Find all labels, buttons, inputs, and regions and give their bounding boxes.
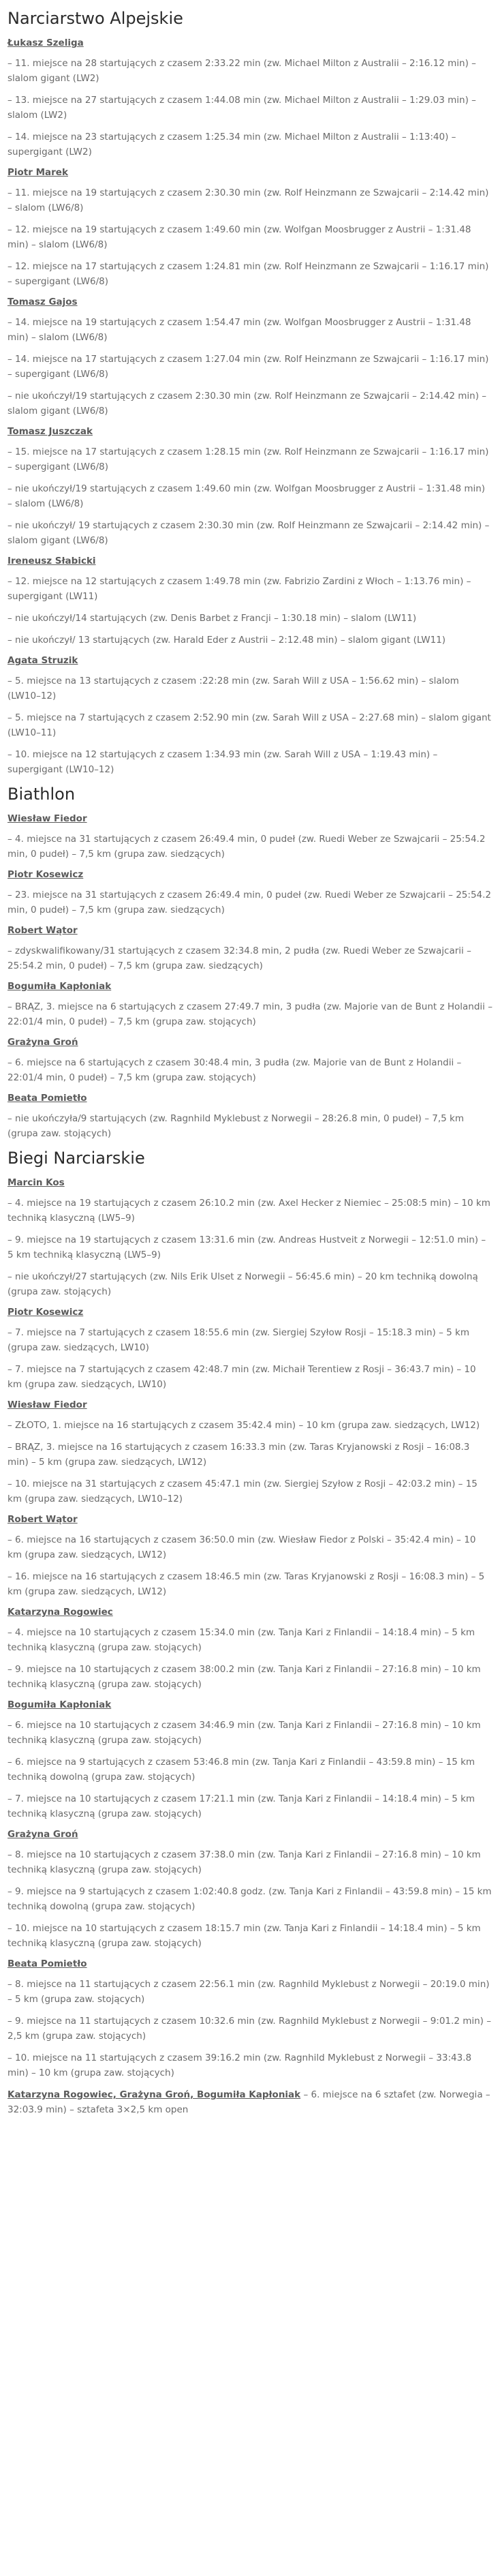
athlete-name: Robert Wątor [7, 925, 78, 936]
result-entry: – 13. miejsce na 27 startujących z czasem 1:44.08 min (zw. Michael Milton z Australii – 1:29.03 min) – slalom (LW2) [7, 95, 476, 121]
section-title: Narciarstwo Alpejskie [7, 9, 183, 28]
result-entry: – 9. miejsce na 9 startujących z czasem 1:02:40.8 godz. (zw. Tanja Kari z Finlandii – 43:59.8 min) – 15 km techniką dowolną (grupa zaw. stojących) [7, 1886, 492, 1912]
result-entry: – 14. miejsce na 19 startujących z czasem 1:54.47 min (zw. Wolfgan Moosbrugger z Austrii – 1:31.48 min) – slalom (LW6/8) [7, 317, 471, 343]
result-entry: – nie ukończył/19 startujących z czasem 1:49.60 min (zw. Wolfgan Moosbrugger z Austrii – 1:31.48 min) – slalom (LW6/8) [7, 483, 486, 509]
result-entry: – 14. miejsce na 23 startujących z czasem 1:25.34 min (zw. Michael Milton z Australii – 1:13:40) – supergigant (LW2) [7, 132, 456, 157]
athlete-name: Piotr Kosewicz [7, 1307, 84, 1318]
result-entry: – 9. miejsce na 10 startujących z czasem 38:00.2 min (zw. Tanja Kari z Finlandii – 27:16.8 min) – 10 km techniką klasyczną (grupa zaw. stojących) [7, 1664, 481, 1690]
result-entry: – 8. miejsce na 11 startujących z czasem 22:56.1 min (zw. Ragnhild Myklebust z Norwegii – 20:19.0 min) – 5 km (grupa zaw. stojących) [7, 1979, 490, 2005]
athlete-name: Piotr Marek [7, 167, 68, 178]
athlete-name: Wiesław Fiedor [7, 1399, 87, 1410]
athlete-name: Grażyna Groń [7, 1829, 78, 1840]
athlete-name: Łukasz Szeliga [7, 37, 84, 48]
result-entry: – BRĄZ, 3. miejsce na 6 startujących z czasem 27:49.7 min, 3 pudła (zw. Majorie van de Bunt z Holandii – 22:01/4 min, 0 pudeł) – 7,5 km (grupa zaw. stojących) [7, 1001, 493, 1027]
result-entry: – 16. miejsce na 16 startujących z czasem 18:46.5 min (zw. Taras Kryjanowski z Rosji – 16:08.3 min) – 5 km (grupa zaw. siedzących, LW12) [7, 1571, 485, 1597]
result-entry: – ZŁOTO, 1. miejsce na 16 startujących z czasem 35:42.4 min) – 10 km (grupa zaw. siedzących, LW12) [7, 1420, 480, 1431]
athlete-name: Piotr Kosewicz [7, 869, 84, 880]
result-entry: – 6. miejsce na 6 startujących z czasem 30:48.4 min, 3 pudła (zw. Majorie van de Bunt z Holandii – 22:01/4 min, 0 pudeł) – 7,5 km (grupa zaw. stojących) [7, 1057, 462, 1083]
result-entry: – 6. miejsce na 16 startujących z czasem 36:50.0 min (zw. Wiesław Fiedor z Polski – 35:42.4 min) – 10 km (grupa zaw. siedzących, LW12) [7, 1534, 476, 1560]
result-entry: – 11. miejsce na 19 startujących z czasem 2:30.30 min (zw. Rolf Heinzmann ze Szwajcarii – 2:14.42 min) – slalom (LW6/8) [7, 187, 489, 213]
result-entry: – 6. miejsce na 10 startujących z czasem 34:46.9 min (zw. Tanja Kari z Finlandii – 27:16.8 min) – 10 km techniką klasyczną (grupa zaw. stojących) [7, 1720, 481, 1746]
result-entry: – 10. miejsce na 10 startujących z czasem 18:15.7 min (zw. Tanja Kari z Finlandii – 14:18.4 min) – 5 km techniką klasyczną (grupa zaw. stojących) [7, 1923, 481, 1949]
result-entry: – 7. miejsce na 10 startujących z czasem 17:21.1 min (zw. Tanja Kari z Finlandii – 14:18.4 min) – 5 km techniką klasyczną (grupa zaw. stojących) [7, 1793, 475, 1819]
result-entry: – 10. miejsce na 31 startujących z czasem 45:47.1 min (zw. Siergiej Szyłow z Rosji – 42:03.2 min) – 15 km (grupa zaw. siedzących, LW10–12) [7, 1479, 478, 1504]
result-entry: – zdyskwalifikowany/31 startujących z czasem 32:34.8 min, 2 pudła (zw. Ruedi Weber ze Szwajcarii – 25:54.2 min, 0 pudeł) – 7,5 km (grupa zaw. siedzących) [7, 945, 471, 971]
athlete-name: Wiesław Fiedor [7, 813, 87, 824]
result-entry: – 9. miejsce na 19 startujących z czasem 13:31.6 min (zw. Andreas Hustveit z Norwegii – 12:51.0 min) – 5 km techniką klasyczną (LW5–9) [7, 1234, 486, 1260]
athlete-name: Beata Pomietło [7, 1093, 87, 1104]
result-entry: – 23. miejsce na 31 startujących z czasem 26:49.4 min, 0 pudeł (zw. Ruedi Weber ze Szwajcarii – 25:54.2 min, 0 pudeł) – 7,5 km (grupa zaw. siedzących) [7, 890, 492, 915]
result-entry: – 6. miejsce na 9 startujących z czasem 53:46.8 min (zw. Tanja Kari z Finlandii – 43:59.8 min) – 15 km techniką dowolną (grupa zaw. stojących) [7, 1757, 475, 1783]
athlete-name: Tomasz Juszczak [7, 426, 93, 437]
result-entry: – nie ukończył/27 startujących (zw. Nils Erik Ulset z Norwegii – 56:45.6 min) – 20 km techniką dowolną (grupa zaw. stojących) [7, 1271, 478, 1297]
result-entry: – 7. miejsce na 7 startujących z czasem 18:55.6 min (zw. Siergiej Szyłow Rosji – 15:18.3 min) – 5 km (grupa zaw. siedzących, LW10) [7, 1327, 469, 1353]
result-entry: – nie ukończył/ 13 startujących (zw. Harald Eder z Austrii – 2:12.48 min) – slalom gigant (LW11) [7, 635, 446, 646]
result-entry: – nie ukończył/19 startujących z czasem 2:30.30 min (zw. Rolf Heinzmann ze Szwajcarii – 2:14.42 min) – slalom gigant (LW6/8) [7, 391, 487, 416]
athlete-name: Tomasz Gajos [7, 297, 78, 307]
result-entry: – 8. miejsce na 10 startujących z czasem 37:38.0 min (zw. Tanja Kari z Finlandii – 27:16.8 min) – 10 km techniką klasyczną (grupa zaw. stojących) [7, 1849, 481, 1875]
athlete-name: Bogumiła Kapłoniak [7, 1699, 112, 1710]
athlete-name: Grażyna Groń [7, 1037, 78, 1048]
result-entry: – 12. miejsce na 19 startujących z czasem 1:49.60 min (zw. Wolfgan Moosbrugger z Austrii – 1:31.48 min) – slalom (LW6/8) [7, 224, 471, 250]
athlete-name: Beata Pomietło [7, 1958, 87, 1969]
result-entry: – 12. miejsce na 12 startujących z czasem 1:49.78 min (zw. Fabrizio Zardini z Włoch – 1:13.76 min) – supergigant (LW11) [7, 576, 471, 602]
result-entry: – 15. miejsce na 17 startujących z czasem 1:28.15 min (zw. Rolf Heinzmann ze Szwajcarii – 1:16.17 min) – supergigant (LW6/8) [7, 446, 489, 472]
result-entry: – 12. miejsce na 17 startujących z czasem 1:24.81 min (zw. Rolf Heinzmann ze Szwajcarii – 1:16.17 min) – supergigant (LW6/8) [7, 261, 489, 287]
result-entry: – 11. miejsce na 28 startujących z czasem 2:33.22 min (zw. Michael Milton z Australii – 2:16.12 min) – slalom gigant (LW2) [7, 58, 476, 84]
athlete-name: Bogumiła Kapłoniak [7, 981, 112, 992]
result-entry: – 5. miejsce na 7 startujących z czasem 2:52.90 min (zw. Sarah Will z USA – 2:27.68 min) – slalom gigant (LW10–11) [7, 712, 491, 738]
relay-team-names: Katarzyna Rogowiec, Grażyna Groń, Bogumiła Kapłoniak [7, 2089, 301, 2100]
result-entry: – nie ukończył/ 19 startujących z czasem 2:30.30 min (zw. Rolf Heinzmann ze Szwajcarii – 2:14.42 min) – slalom gigant (LW6/8) [7, 520, 490, 546]
athlete-name: Robert Wątor [7, 1514, 78, 1525]
section-title: Biegi Narciarskie [7, 1149, 145, 1168]
result-entry: – 10. miejsce na 12 startujących z czasem 1:34.93 min (zw. Sarah Will z USA – 1:19.43 min) – supergigant (LW10–12) [7, 749, 438, 775]
result-entry: – nie ukończył/14 startujących (zw. Denis Barbet z Francji – 1:30.18 min) – slalom (LW11) [7, 613, 417, 624]
result-entry: – 14. miejsce na 17 startujących z czasem 1:27.04 min (zw. Rolf Heinzmann ze Szwajcarii – 1:16.17 min) – supergigant (LW6/8) [7, 354, 489, 380]
result-entry: – 4. miejsce na 31 startujących z czasem 26:49.4 min, 0 pudeł (zw. Ruedi Weber ze Szwajcarii – 25:54.2 min, 0 pudeł) – 7,5 km (grupa zaw. siedzących) [7, 834, 486, 860]
result-entry: – 7. miejsce na 7 startujących z czasem 42:48.7 min (zw. Michaił Terentiew z Rosji – 36:43.7 min) – 10 km (grupa zaw. siedzących, LW10) [7, 1364, 476, 1390]
result-entry: – 10. miejsce na 11 startujących z czasem 39:16.2 min (zw. Ragnhild Myklebust z Norwegii – 33:43.8 min) – 10 km (grupa zaw. stojących) [7, 2052, 472, 2078]
athlete-name: Katarzyna Rogowiec [7, 1607, 113, 1618]
result-entry: – 4. miejsce na 19 startujących z czasem 26:10.2 min (zw. Axel Hecker z Niemiec – 25:08:5 min) – 10 km techniką klasyczną (LW5–9) [7, 1198, 490, 1224]
relay-result-text: – 6. miejsce na 6 sztafet (zw. Norwegia – 32:03.9 min) – sztafeta 3×2,5 km open [7, 2089, 490, 2115]
athlete-name: Ireneusz Słabicki [7, 556, 96, 566]
athlete-name: Marcin Kos [7, 1177, 65, 1188]
result-entry: – 5. miejsce na 13 startujących z czasem :22:28 min (zw. Sarah Will z USA – 1:56.62 min) – slalom (LW10–12) [7, 676, 459, 701]
result-entry: – 4. miejsce na 10 startujących z czasem 15:34.0 min (zw. Tanja Kari z Finlandii – 14:18.4 min) – 5 km techniką klasyczną (grupa zaw. stojących) [7, 1627, 475, 1653]
result-entry: – nie ukończyła/9 startujących (zw. Ragnhild Myklebust z Norwegii – 28:26.8 min, 0 pudeł) – 7,5 km (grupa zaw. stojących) [7, 1113, 464, 1139]
athlete-name: Agata Struzik [7, 655, 78, 666]
section-title: Biathlon [7, 785, 76, 804]
result-entry: – 9. miejsce na 11 startujących z czasem 10:32.6 min (zw. Ragnhild Myklebust z Norwegii – 9:01.2 min) – 2,5 km (grupa zaw. stojących) [7, 2016, 491, 2042]
relay-entry [7, 2087, 493, 2117]
result-entry: – BRĄZ, 3. miejsce na 16 startujących z czasem 16:33.3 min (zw. Taras Kryjanowski z Rosji – 16:08.3 min) – 5 km (grupa zaw. siedzących, LW12) [7, 1442, 470, 1468]
